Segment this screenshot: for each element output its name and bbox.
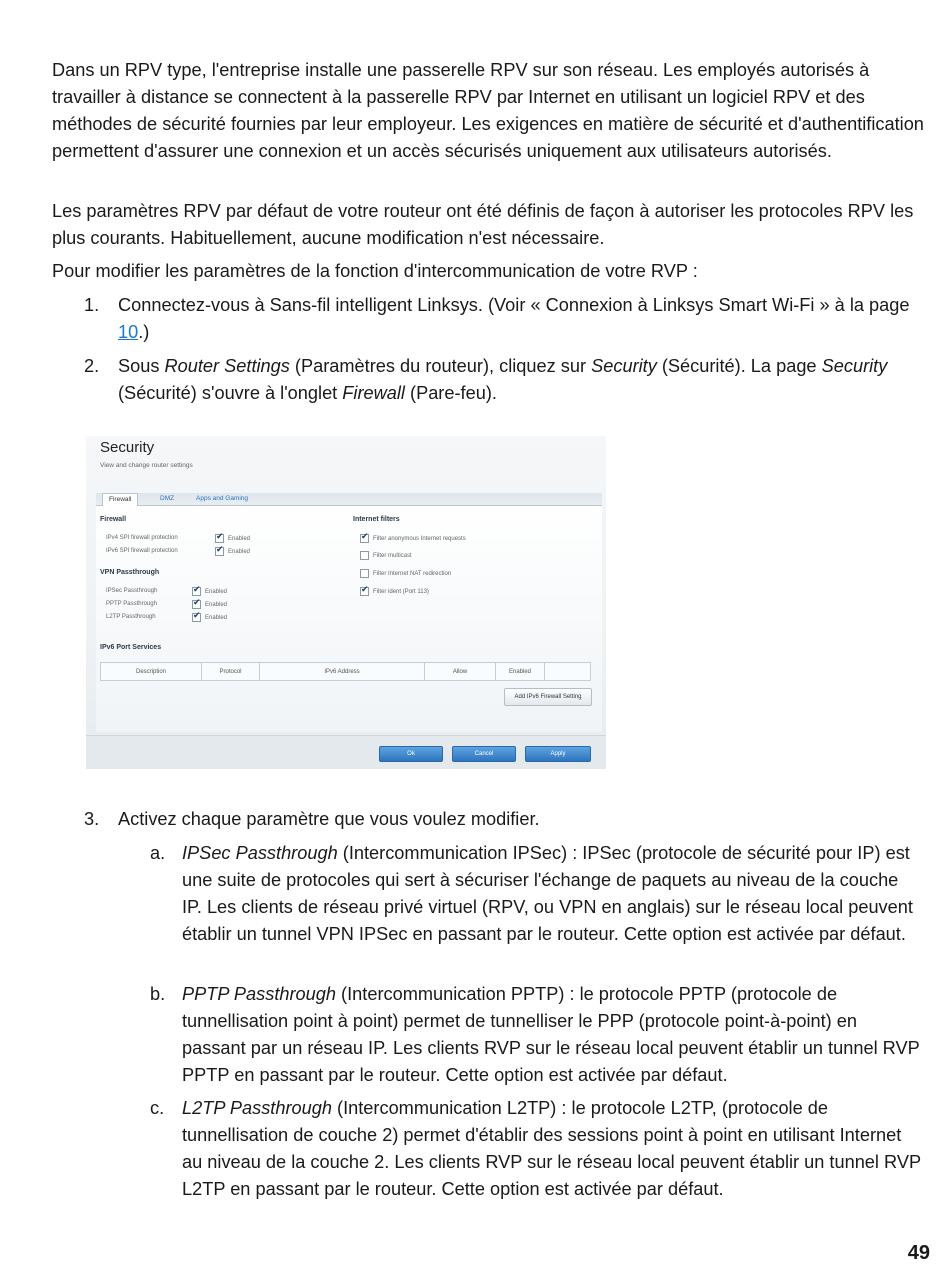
filter-ident-checkbox[interactable]: ✔ Filter ident (Port 113)	[360, 587, 429, 596]
checkbox-icon	[192, 600, 201, 609]
checkbox-icon	[215, 547, 224, 556]
substep-text: PPTP Passthrough (Intercommunication PPTP) : le protocole PPTP (protocole de tunnellisation point à point) permet de tunnelliser le PPP (protocole point-à-point) en passant par un réseau IP. Les clients RVP sur le réseau local peuvent établir un tunnel RVP PPTP en passant par le routeur. Cette option est activée par défaut.	[182, 984, 920, 1085]
substep-letter: c.	[150, 1098, 165, 1118]
filter-anonymous-checkbox[interactable]: ✔ Filter anonymous Internet requests	[360, 534, 466, 543]
ipv6-label: IPv6 SPI firewall protection	[106, 548, 178, 554]
page-number: 49	[907, 1242, 930, 1264]
intro-paragraph: Dans un RPV type, l'entreprise installe une passerelle RPV sur son réseau. Les employés autorisés à travailler à distance se connectent à la passerelle RPV par Internet en utilisant un logiciel RPV et des méthodes de sécurité fournies par leur employeur. Les exigences en matière de sécurité et d'authentification permettent d'assurer une connexion et un accès sécurisés uniquement aux utilisateurs autorisés.	[52, 60, 924, 161]
step-number: 3.	[84, 809, 100, 829]
ipv4-checkbox[interactable]: ✔ Enabled	[215, 534, 250, 543]
substep-text: L2TP Passthrough (Intercommunication L2TP) : le protocole L2TP, (protocole de tunnellisation de couche 2) permet d'établir des sessions point à point en utilisant Internet au niveau de la couche 2. Les clients RVP sur le réseau local peuvent établir un tunnel RVP L2TP en passant par le routeur. Cette option est activée par défaut.	[182, 1098, 921, 1199]
pptp-label: PPTP Passthrough	[106, 601, 157, 607]
step-text: Activez chaque paramètre que vous voulez modifier.	[118, 809, 540, 829]
step-number: 1.	[84, 295, 100, 315]
cancel-button[interactable]: Cancel	[452, 746, 516, 762]
checkbox-icon	[192, 613, 201, 622]
substep-letter: a.	[150, 843, 166, 863]
pptp-checkbox[interactable]: ✔ Enabled	[192, 600, 227, 609]
column-header: Description	[101, 663, 202, 681]
vpn-heading: VPN Passthrough	[100, 569, 160, 576]
step-number: 2.	[84, 356, 100, 376]
checkbox-icon	[215, 534, 224, 543]
column-header: Enabled	[496, 663, 545, 681]
column-header	[545, 663, 591, 681]
step-text: Sous Router Settings (Paramètres du routeur), cliquez sur Security (Sécurité). La page Security (Sécurité) s'ouvre à l'onglet Firewall (Pare-feu).	[118, 356, 888, 403]
substep-letter: b.	[150, 984, 166, 1004]
firewall-heading: Firewall	[100, 516, 127, 523]
instructions-paragraph: Pour modifier les paramètres de la fonction d'intercommunication de votre RVP :	[52, 261, 698, 281]
column-header: Allow	[425, 663, 496, 681]
add-ipv6-firewall-button[interactable]: Add IPv6 Firewall Setting	[504, 688, 592, 706]
page-link[interactable]: 10	[118, 322, 139, 342]
l2tp-checkbox[interactable]: ✔ Enabled	[192, 613, 227, 622]
tab-bar	[96, 493, 602, 506]
checkbox-icon	[360, 534, 369, 543]
screenshot-title: Security	[100, 439, 155, 456]
ipv6-services-heading: IPv6 Port Services	[100, 644, 162, 651]
step-text: Connectez-vous à Sans-fil intelligent Linksys. (Voir « Connexion à Linksys Smart Wi-Fi » à la page 10.)	[118, 295, 910, 342]
ipv6-checkbox[interactable]: ✔ Enabled	[215, 547, 250, 556]
column-header: IPv6 Address	[260, 663, 425, 681]
column-header: Protocol	[202, 663, 260, 681]
checkbox-icon	[192, 587, 201, 596]
tab-firewall[interactable]: Firewall	[102, 493, 138, 506]
ipsec-checkbox[interactable]: ✔ Enabled	[192, 587, 227, 596]
tab-apps-gaming[interactable]: Apps and Gaming	[196, 495, 249, 502]
ipv6-services-table	[100, 662, 591, 681]
checkbox-icon	[360, 587, 369, 596]
ipsec-label: IPSec Passthrough	[106, 588, 158, 594]
internet-filters-heading: Internet filters	[353, 516, 400, 523]
filter-multicast-checkbox[interactable]: Filter multicast	[360, 551, 412, 560]
ok-button[interactable]: Ok	[379, 746, 443, 762]
security-screenshot	[86, 436, 606, 769]
defaults-paragraph: Les paramètres RPV par défaut de votre routeur ont été définis de façon à autoriser les protocoles RPV les plus courants. Habituellement, aucune modification n'est nécessaire.	[52, 201, 914, 248]
l2tp-label: L2TP Passthrough	[106, 614, 156, 620]
screenshot-subtitle: View and change router settings	[100, 462, 193, 469]
tab-dmz[interactable]: DMZ	[160, 495, 175, 502]
checkbox-icon	[360, 569, 369, 578]
substep-text: IPSec Passthrough (Intercommunication IPSec) : IPSec (protocole de sécurité pour IP) est une suite de protocoles qui sert à sécuriser l'échange de paquets au niveau de la couche IP. Les clients de réseau privé virtuel (RPV, ou VPN en anglais) sur le réseau local peuvent établir un tunnel VPN IPSec en passant par le routeur. Cette option est activée par défaut.	[182, 843, 913, 944]
checkbox-icon	[360, 551, 369, 560]
ipv4-label: IPv4 SPI firewall protection	[106, 535, 178, 541]
apply-button[interactable]: Apply	[525, 746, 591, 762]
filter-nat-checkbox[interactable]: Filter Internet NAT redirection	[360, 569, 451, 578]
